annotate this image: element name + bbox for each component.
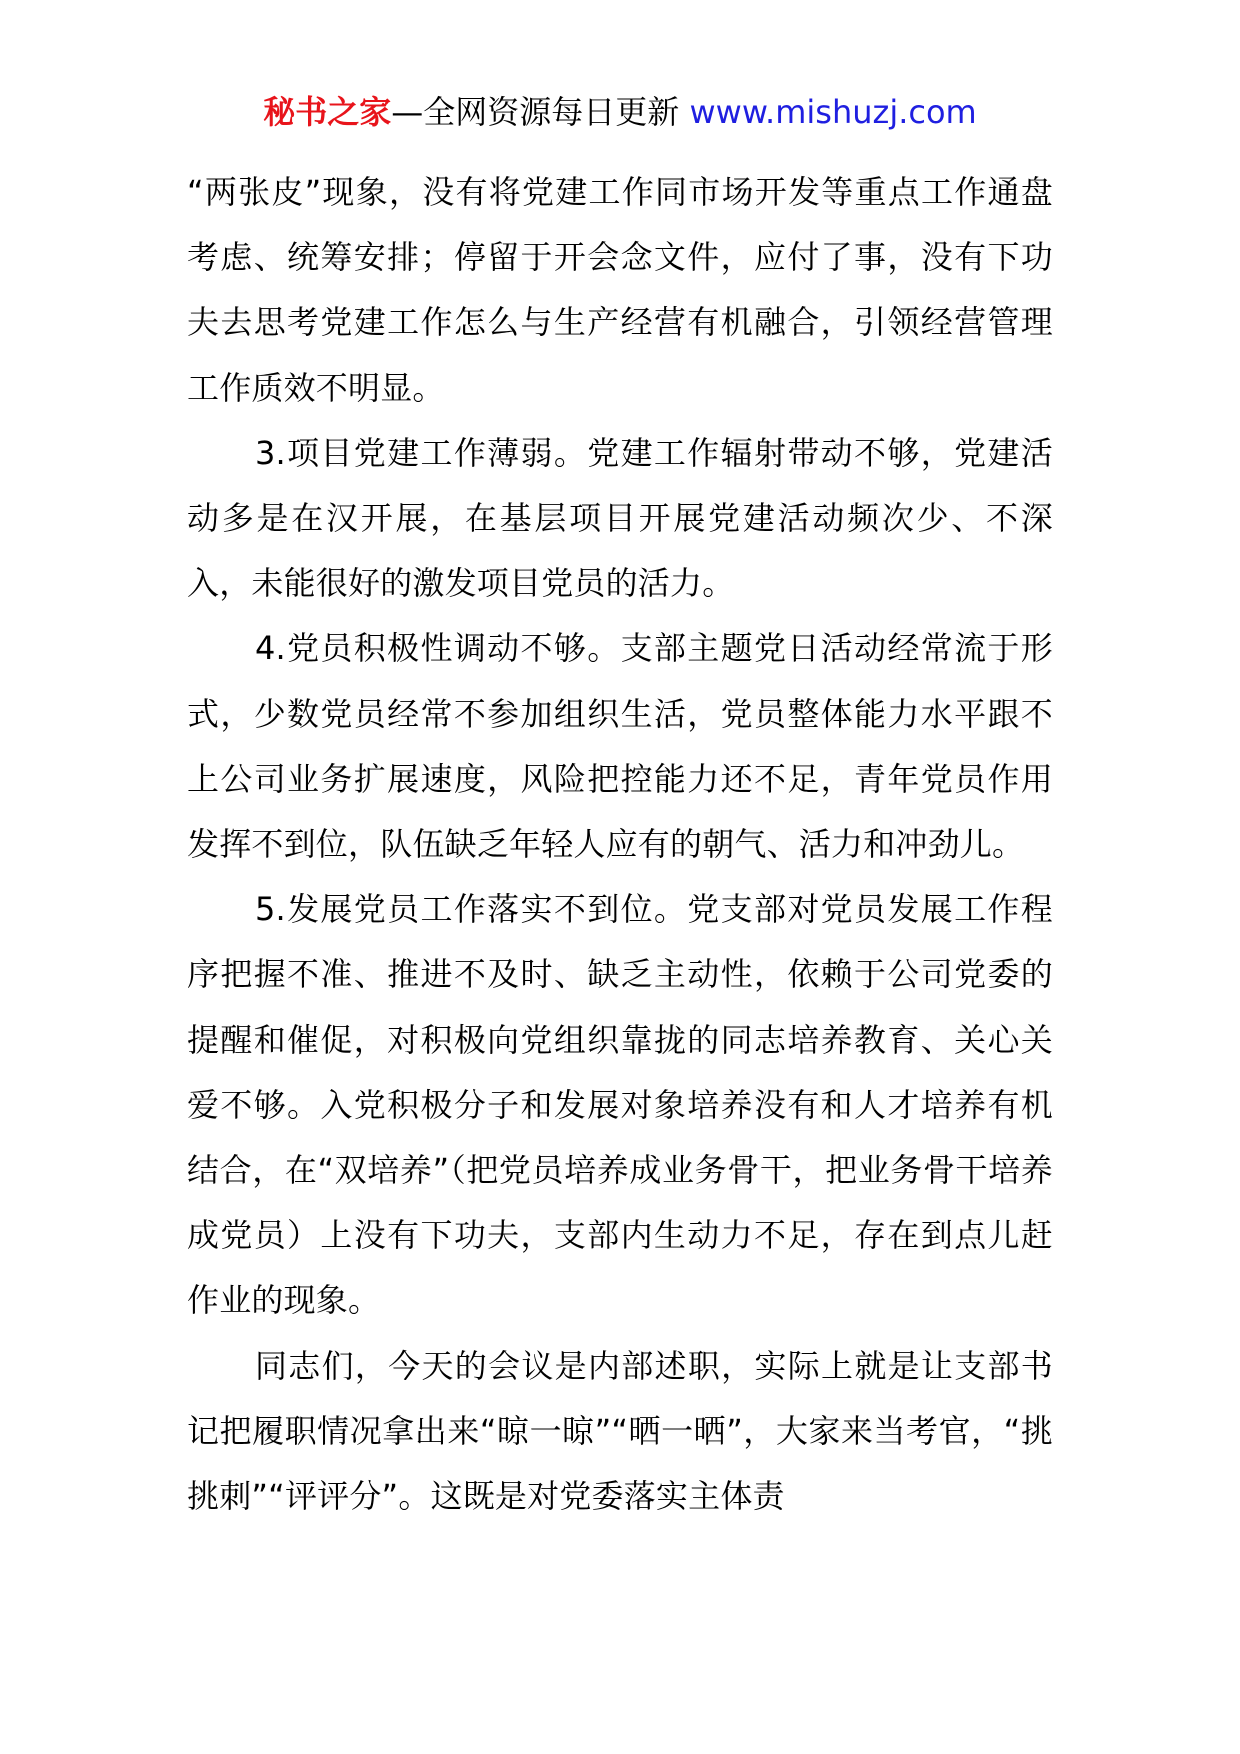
paragraph-item-3: 3.项目党建工作薄弱。党建工作辐射带动不够，党建活动多是在汉开展，在基层项目开展党建活动频次少、不深入，未能很好的激发项目党员的活力。: [187, 433, 1053, 603]
paragraph-closing: 同志们，今天的会议是内部述职，实际上就是让支部书记把履职情况拿出来“晾一晾”“晒一晒”，大家来当考官，“挑挑刺”“评评分”。这既是对党委落实主体责: [187, 1346, 1053, 1516]
document-body: [187, 160, 1053, 1529]
brand-name: 秘书之家: [263, 93, 392, 131]
site-header: [0, 92, 1240, 132]
site-url-link[interactable]: www.mishuzj.com: [689, 93, 977, 131]
header-tagline: —全网资源每日更新: [391, 93, 690, 131]
paragraph-continuation: “两张皮”现象，没有将党建工作同市场开发等重点工作通盘考虑、统筹安排；停留于开会念文件，应付了事，没有下功夫去思考党建工作怎么与生产经营有机融合，引领经营管理工作质效不明显。: [187, 173, 1053, 407]
paragraph-item-5: 5.发展党员工作落实不到位。党支部对党员发展工作程序把握不准、推进不及时、缺乏主动性，依赖于公司党委的提醒和催促，对积极向党组织靠拢的同志培养教育、关心关爱不够。入党积极分子和发展对象培养没有和人才培养有机结合，在“双培养”（把党员培养成业务骨干，把业务骨干培养成党员）上没有下功夫，支部内生动力不足，存在到点儿赶作业的现象。: [187, 890, 1053, 1320]
paragraph-item-4: 4.党员积极性调动不够。支部主题党日活动经常流于形式，少数党员经常不参加组织生活，党员整体能力水平跟不上公司业务扩展速度，风险把控能力还不足，青年党员作用发挥不到位，队伍缺乏年轻人应有的朝气、活力和冲劲儿。: [187, 629, 1053, 864]
